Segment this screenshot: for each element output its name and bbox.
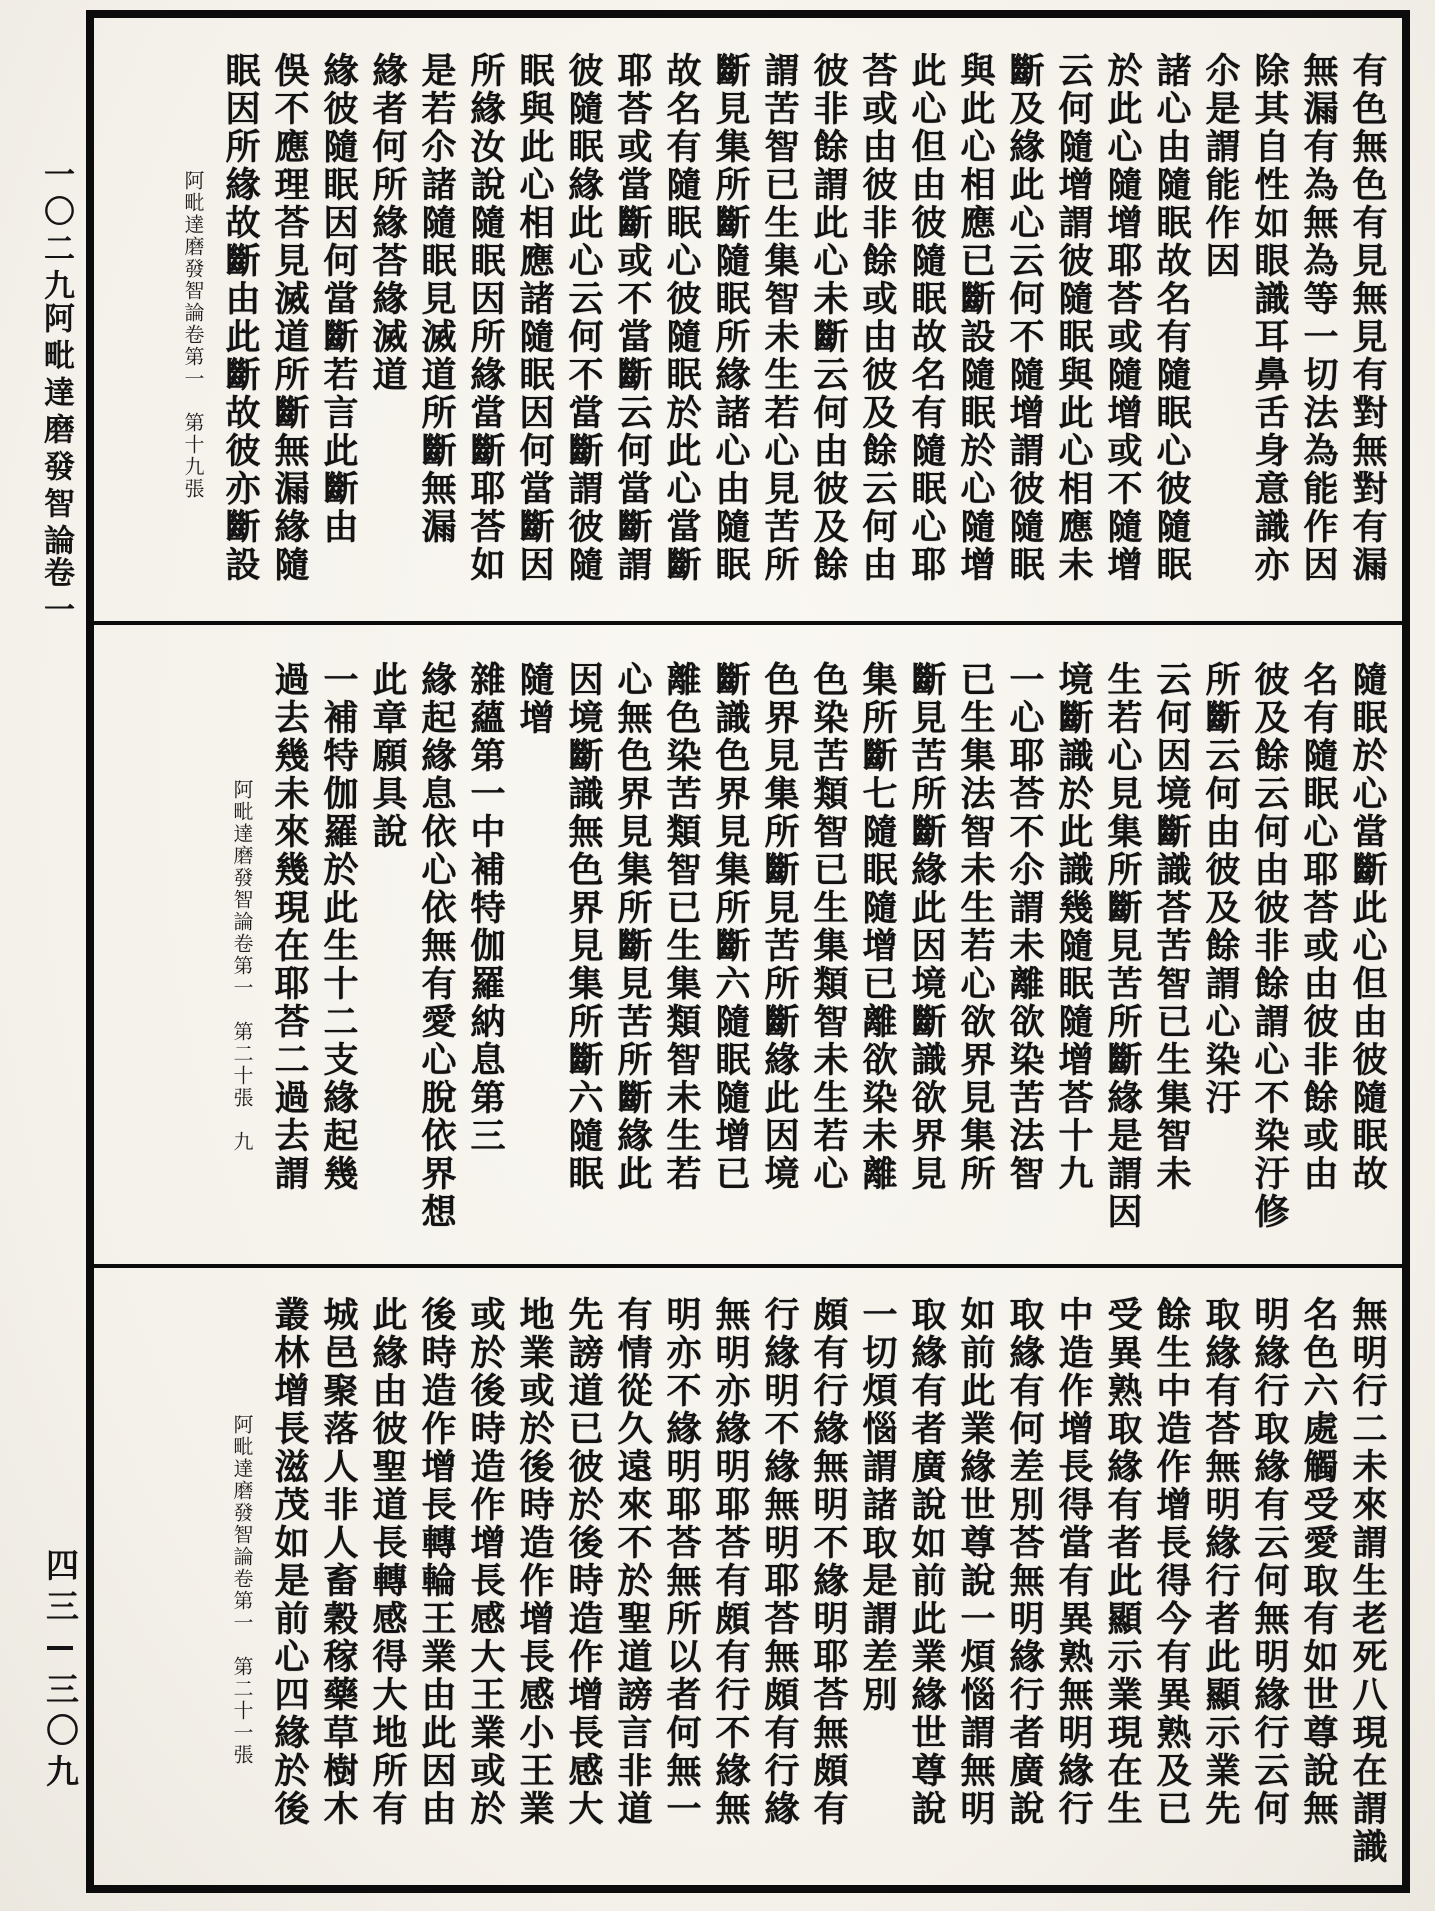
text-column: 後時造作增長轉輪王業由此因由 <box>417 1296 456 1829</box>
text-column: 彼非餘謂此心未斷云何由彼及餘 <box>809 52 848 584</box>
text-column: 一心耶荅不尒謂未離欲染苦法智 <box>1005 660 1044 1193</box>
text-column: 生若心見集所斷見苦所斷緣是謂因 <box>1103 660 1142 1231</box>
text-column: 叢林增長滋茂如是前心四緣於後 <box>270 1296 309 1829</box>
text-column: 或於後時造作增長感大王業或於 <box>466 1296 505 1829</box>
text-column: 云何因境斷識荅苦智已生集智未 <box>1152 660 1191 1193</box>
text-column: 彼隨眠緣此心云何不當斷謂彼隨 <box>564 52 603 584</box>
text-column: 境斷識於此識幾隨眠隨增荅十九 <box>1054 660 1093 1193</box>
text-column: 頗有行緣無明不緣明耶荅無頗有 <box>809 1296 848 1829</box>
text-column: 於此心隨增耶荅或隨增或不隨增 <box>1103 52 1142 584</box>
text-column: 耶荅或當斷或不當斷云何當斷謂 <box>613 52 652 584</box>
text-column: 離色染苦類智已生集類智未生若 <box>662 660 701 1193</box>
text-column: 因境斷識無色界見集所斷六隨眠 <box>564 660 603 1193</box>
text-column: 緣者何所緣荅緣滅道 <box>368 52 407 394</box>
text-column: 無漏有為無為等一切法為能作因 <box>1299 52 1338 584</box>
text-column: 荅或由彼非餘或由彼及餘云何由 <box>858 52 897 584</box>
sheet-marker-column: 阿毗達磨發智論卷第一 第十九張 <box>181 170 203 500</box>
text-area <box>94 18 1402 1885</box>
margin-volume-number: 四三 <box>41 1548 77 1630</box>
margin-catalog-number: 一〇二九 <box>39 158 74 306</box>
text-column: 謂苦智已生集智未生若心見苦所 <box>760 52 799 584</box>
sheet-marker-column: 阿毗達磨發智論卷第一 第二十張 九 <box>230 778 252 1153</box>
text-column: 有情從久遠來不於聖道謗言非道 <box>613 1296 652 1829</box>
register-sheet-20 <box>94 625 1402 1265</box>
text-column: 斷見苦所斷緣此因境斷識欲界見 <box>907 660 946 1193</box>
text-column: 中造作增長得當有異熟無明緣行 <box>1054 1296 1093 1829</box>
text-column: 明緣行取緣有云何無明緣行云何 <box>1250 1296 1289 1829</box>
text-column: 無明亦緣明耶荅有頗有行不緣無 <box>711 1296 750 1829</box>
text-column: 無明行二未來謂生老死八現在謂識 <box>1348 1296 1387 1867</box>
text-column: 眠與此心相應諸隨眠因何當斷因 <box>515 52 554 584</box>
text-column: 名有隨眠心耶荅或由彼非餘或由 <box>1299 660 1338 1193</box>
text-column: 餘生中造作增長得今有異熟及已 <box>1152 1296 1191 1829</box>
text-column: 如前此業緣世尊說一煩惱謂無明 <box>956 1296 995 1829</box>
text-column: 緣起緣息依心依無有愛心脫依界想 <box>417 660 456 1231</box>
text-column: 俁不應理荅見滅道所斷無漏緣隨 <box>270 52 309 584</box>
text-column: 取緣有何差別荅無明緣行者廣說 <box>1005 1296 1044 1829</box>
text-column: 與此心相應已斷設隨眠於心隨增 <box>956 52 995 584</box>
text-column: 此章願具說 <box>368 660 407 851</box>
text-column: 尒是謂能作因 <box>1201 52 1240 280</box>
text-column: 所斷云何由彼及餘謂心染汙 <box>1201 660 1240 1117</box>
text-column: 隨眠於心當斷此心但由彼隨眠故 <box>1348 660 1387 1193</box>
text-column: 斷及緣此心云何不隨增謂彼隨眠 <box>1005 52 1044 584</box>
text-column: 除其自性如眼識耳鼻舌身意識亦 <box>1250 52 1289 584</box>
sheet-marker-column: 阿毗達磨發智論卷第一 第二十一張 <box>230 1414 252 1767</box>
text-column: 故名有隨眠心彼隨眠於此心當斷 <box>662 52 701 584</box>
text-column: 受異熟取緣有者此顯示業現在生 <box>1103 1296 1142 1829</box>
text-column: 云何隨增謂彼隨眠與此心相應未 <box>1054 52 1093 584</box>
text-column: 此心但由彼隨眠故名有隨眠心耶 <box>907 52 946 584</box>
text-column: 斷見集所斷隨眠所緣諸心由隨眠 <box>711 52 750 584</box>
text-column: 取緣有者廣說如前此業緣世尊說 <box>907 1296 946 1829</box>
text-column: 色染苦類智已生集類智未生若心 <box>809 660 848 1193</box>
text-column: 名色六處觸受愛取有如世尊說無 <box>1299 1296 1338 1829</box>
text-column: 先謗道已彼於後時造作增長感大 <box>564 1296 603 1829</box>
text-column: 城邑聚落人非人畜穀稼藥草樹木 <box>319 1296 358 1829</box>
text-column: 緣彼隨眠因何當斷若言此斷由 <box>319 52 358 546</box>
text-column: 是若尒諸隨眠見滅道所斷無漏 <box>417 52 456 546</box>
text-column: 諸心由隨眠故名有隨眠心彼隨眠 <box>1152 52 1191 584</box>
text-column: 隨增 <box>515 660 554 737</box>
text-column: 過去幾未來幾現在耶荅二過去謂 <box>270 660 309 1193</box>
text-column: 有色無色有見無見有對無對有漏 <box>1348 52 1387 584</box>
text-column: 彼及餘云何由彼非餘謂心不染汙修 <box>1250 660 1289 1231</box>
text-column: 一補特伽羅於此生十二支緣起幾 <box>319 660 358 1193</box>
text-column: 明亦不緣明耶荅無所以者何無一 <box>662 1296 701 1829</box>
text-column: 心無色界見集所斷見苦所斷緣此 <box>613 660 652 1193</box>
margin-page-number: 三〇九 <box>41 1672 77 1795</box>
text-column: 已生集法智未生若心欲界見集所 <box>956 660 995 1193</box>
text-column: 此緣由彼聖道長轉感得大地所有 <box>368 1296 407 1829</box>
text-column: 取緣有荅無明緣行者此顯示業先 <box>1201 1296 1240 1829</box>
text-column: 集所斷七隨眠隨增已離欲染未離 <box>858 660 897 1193</box>
text-column: 斷識色界見集所斷六隨眠隨增已 <box>711 660 750 1193</box>
page-number-dash <box>47 1646 73 1650</box>
text-column: 所緣汝說隨眠因所緣當斷耶荅如 <box>466 52 505 584</box>
margin-work-title: 阿毗達磨發智論 <box>39 302 74 561</box>
text-column: 眠因所緣故斷由此斷故彼亦斷設 <box>221 52 260 584</box>
register-sheet-19 <box>94 18 1402 621</box>
text-column: 地業或於後時造作增長感小王業 <box>515 1296 554 1829</box>
margin-fascicle-number: 卷一 <box>39 556 74 630</box>
text-column: 行緣明不緣無明耶荅無頗有行緣 <box>760 1296 799 1829</box>
register-sheet-21 <box>94 1268 1402 1885</box>
text-column: 雜蘊第一中補特伽羅納息第三 <box>466 660 505 1155</box>
text-column: 一切煩惱謂諸取是謂差別 <box>858 1296 897 1715</box>
text-column: 色界見集所斷見苦所斷緣此因境 <box>760 660 799 1193</box>
